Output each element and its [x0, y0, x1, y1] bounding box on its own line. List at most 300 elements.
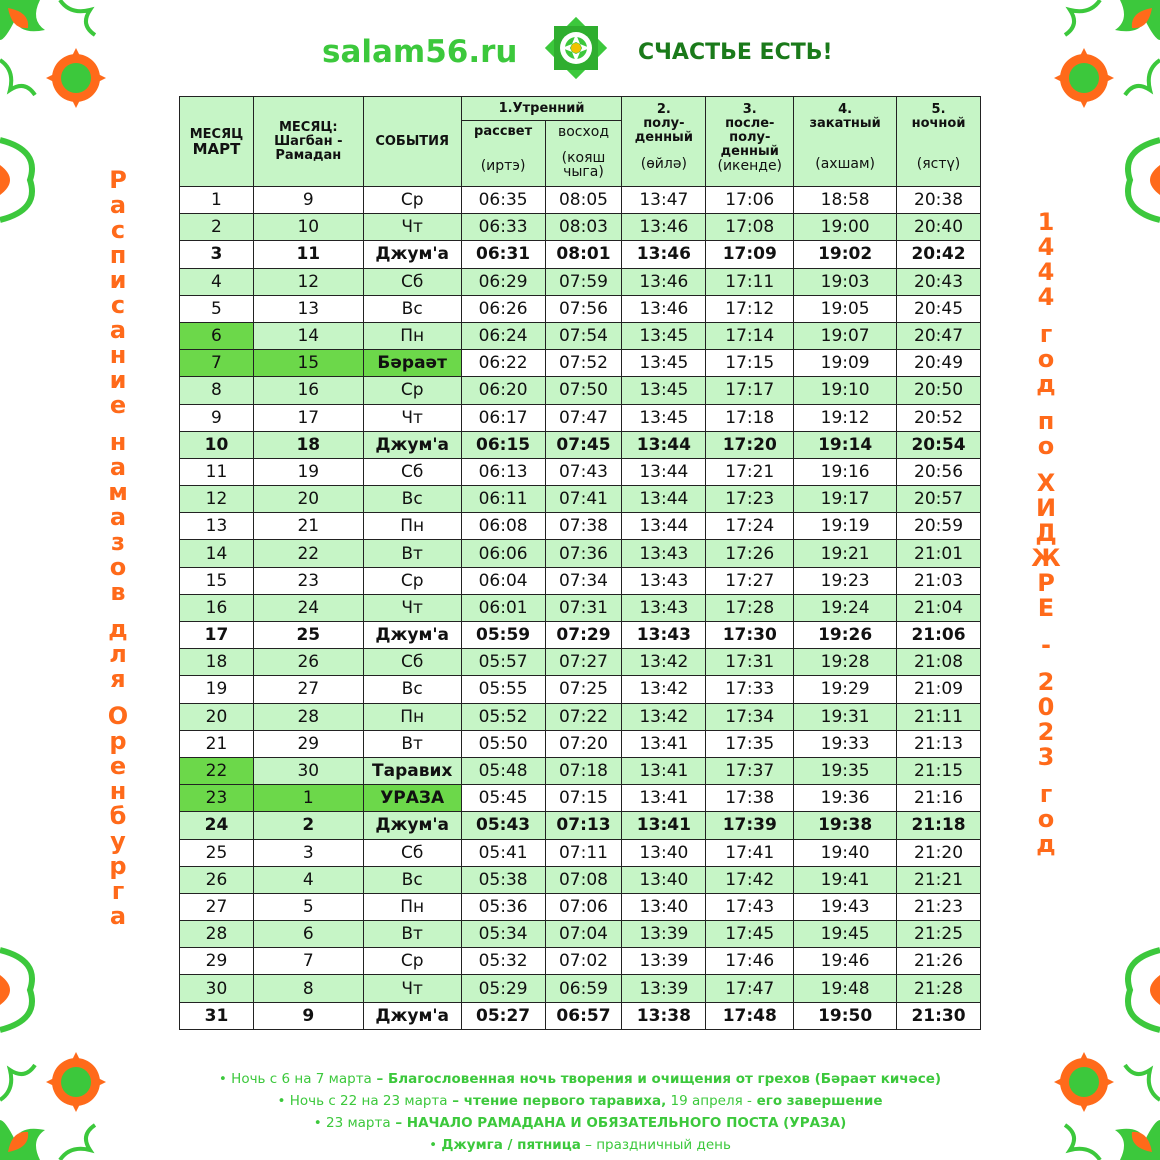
cell-event: Пн: [363, 513, 461, 540]
cell-hijri: 22: [253, 540, 363, 567]
cell-afternoon: 17:09: [706, 241, 794, 268]
cell-event: Вт: [363, 540, 461, 567]
cell-day: 24: [180, 812, 254, 839]
cell-dawn: 06:22: [461, 350, 545, 377]
cell-day: 31: [180, 1002, 254, 1029]
table-row: [180, 730, 981, 757]
header-night: 5. ночной (ястү): [897, 97, 981, 187]
cell-afternoon: 17:41: [706, 839, 794, 866]
cell-sunrise: 06:57: [545, 1002, 622, 1029]
cell-noon: 13:44: [622, 431, 706, 458]
cell-event: Джум'а: [363, 431, 461, 458]
table-row: [180, 458, 981, 485]
cell-night: 21:15: [897, 757, 981, 784]
cell-night: 20:57: [897, 486, 981, 513]
cell-dawn: 05:34: [461, 921, 545, 948]
cell-night: 21:03: [897, 567, 981, 594]
cell-afternoon: 17:06: [706, 187, 794, 214]
cell-afternoon: 17:27: [706, 567, 794, 594]
cell-event: Ср: [363, 377, 461, 404]
cell-noon: 13:45: [622, 322, 706, 349]
cell-dawn: 06:06: [461, 540, 545, 567]
cell-dawn: 05:41: [461, 839, 545, 866]
cell-hijri: 14: [253, 322, 363, 349]
cell-sunset: 19:05: [794, 295, 897, 322]
cell-sunset: 19:36: [794, 785, 897, 812]
cell-event: Пн: [363, 893, 461, 920]
cell-day: 20: [180, 703, 254, 730]
cell-afternoon: 17:48: [706, 1002, 794, 1029]
site-name[interactable]: salam56.ru: [322, 34, 518, 70]
cell-day: 22: [180, 757, 254, 784]
cell-night: 20:50: [897, 377, 981, 404]
table-row: [180, 785, 981, 812]
cell-day: 9: [180, 404, 254, 431]
cell-sunrise: 07:50: [545, 377, 622, 404]
table-row: [180, 241, 981, 268]
cell-hijri: 19: [253, 458, 363, 485]
cell-afternoon: 17:31: [706, 649, 794, 676]
cell-dawn: 06:31: [461, 241, 545, 268]
table-row: [180, 866, 981, 893]
table-row: [180, 921, 981, 948]
footer-notes: [0, 1068, 1160, 1156]
cell-sunrise: 07:15: [545, 785, 622, 812]
cell-afternoon: 17:15: [706, 350, 794, 377]
cell-sunset: 19:12: [794, 404, 897, 431]
cell-sunset: 19:29: [794, 676, 897, 703]
cell-dawn: 05:27: [461, 1002, 545, 1029]
cell-dawn: 05:32: [461, 948, 545, 975]
table-row: [180, 214, 981, 241]
header-sunrise: восход (кояш чыга): [545, 121, 622, 187]
cell-noon: 13:42: [622, 703, 706, 730]
header-month: МЕСЯЦ МАРТ: [180, 97, 254, 187]
table-row: [180, 268, 981, 295]
cell-hijri: 4: [253, 866, 363, 893]
cell-dawn: 06:35: [461, 187, 545, 214]
cell-afternoon: 17:23: [706, 486, 794, 513]
cell-afternoon: 17:08: [706, 214, 794, 241]
cell-afternoon: 17:18: [706, 404, 794, 431]
table-row: [180, 431, 981, 458]
cell-sunset: 19:07: [794, 322, 897, 349]
cell-dawn: 05:43: [461, 812, 545, 839]
cell-afternoon: 17:30: [706, 622, 794, 649]
cell-sunset: 19:46: [794, 948, 897, 975]
table-row: [180, 486, 981, 513]
cell-event: Вт: [363, 730, 461, 757]
cell-event: Вс: [363, 295, 461, 322]
cell-sunset: 19:41: [794, 866, 897, 893]
table-row: [180, 295, 981, 322]
cell-noon: 13:44: [622, 458, 706, 485]
cell-night: 21:13: [897, 730, 981, 757]
cell-night: 21:26: [897, 948, 981, 975]
cell-hijri: 9: [253, 1002, 363, 1029]
cell-dawn: 05:52: [461, 703, 545, 730]
table-row: [180, 350, 981, 377]
cell-hijri: 11: [253, 241, 363, 268]
cell-noon: 13:46: [622, 268, 706, 295]
header-sunset: 4. закатный (ахшам): [794, 97, 897, 187]
cell-hijri: 21: [253, 513, 363, 540]
header-dawn: рассвет (иртэ): [461, 121, 545, 187]
table-row: [180, 757, 981, 784]
cell-sunset: 19:24: [794, 594, 897, 621]
table-row: [180, 676, 981, 703]
cell-noon: 13:43: [622, 540, 706, 567]
cell-event: Джум'а: [363, 812, 461, 839]
cell-night: 20:45: [897, 295, 981, 322]
cell-afternoon: 17:35: [706, 730, 794, 757]
cell-hijri: 30: [253, 757, 363, 784]
side-ornament-icon: [0, 120, 70, 240]
cell-sunrise: 07:27: [545, 649, 622, 676]
cell-night: 20:54: [897, 431, 981, 458]
table-row: [180, 948, 981, 975]
cell-event: Чт: [363, 975, 461, 1002]
cell-hijri: 23: [253, 567, 363, 594]
cell-sunset: 19:10: [794, 377, 897, 404]
cell-dawn: 05:38: [461, 866, 545, 893]
cell-dawn: 06:15: [461, 431, 545, 458]
cell-afternoon: 17:45: [706, 921, 794, 948]
cell-dawn: 05:57: [461, 649, 545, 676]
cell-night: 21:25: [897, 921, 981, 948]
table-row: [180, 513, 981, 540]
side-ornament-icon: [1090, 120, 1160, 240]
cell-dawn: 06:01: [461, 594, 545, 621]
cell-afternoon: 17:38: [706, 785, 794, 812]
cell-noon: 13:43: [622, 622, 706, 649]
cell-dawn: 06:11: [461, 486, 545, 513]
cell-day: 27: [180, 893, 254, 920]
cell-night: 21:08: [897, 649, 981, 676]
cell-night: 21:06: [897, 622, 981, 649]
cell-day: 26: [180, 866, 254, 893]
cell-dawn: 06:24: [461, 322, 545, 349]
cell-dawn: 06:04: [461, 567, 545, 594]
cell-dawn: 05:48: [461, 757, 545, 784]
cell-dawn: 06:08: [461, 513, 545, 540]
cell-noon: 13:38: [622, 1002, 706, 1029]
note-line-1: • Ночь с 6 на 7 марта – Благословенная ночь творения и очищения от грехов (Бәраәт кичәсе): [218, 1071, 942, 1087]
cell-sunset: 19:16: [794, 458, 897, 485]
cell-event: Вс: [363, 486, 461, 513]
cell-noon: 13:39: [622, 975, 706, 1002]
cell-noon: 13:41: [622, 812, 706, 839]
cell-hijri: 3: [253, 839, 363, 866]
table-row: [180, 975, 981, 1002]
cell-hijri: 17: [253, 404, 363, 431]
cell-event: Джум'а: [363, 622, 461, 649]
cell-sunset: 19:21: [794, 540, 897, 567]
cell-sunrise: 07:59: [545, 268, 622, 295]
cell-dawn: 06:26: [461, 295, 545, 322]
cell-day: 18: [180, 649, 254, 676]
cell-day: 12: [180, 486, 254, 513]
table-row: [180, 594, 981, 621]
cell-sunset: 19:23: [794, 567, 897, 594]
cell-sunrise: 07:20: [545, 730, 622, 757]
cell-event: Джум'а: [363, 241, 461, 268]
cell-night: 20:38: [897, 187, 981, 214]
cell-day: 13: [180, 513, 254, 540]
cell-event: Сб: [363, 839, 461, 866]
cell-dawn: 05:36: [461, 893, 545, 920]
cell-night: 21:28: [897, 975, 981, 1002]
cell-sunset: 19:33: [794, 730, 897, 757]
cell-day: 19: [180, 676, 254, 703]
cell-hijri: 10: [253, 214, 363, 241]
cell-sunrise: 07:22: [545, 703, 622, 730]
cell-hijri: 25: [253, 622, 363, 649]
cell-sunset: 19:14: [794, 431, 897, 458]
cell-dawn: 06:33: [461, 214, 545, 241]
cell-night: 20:42: [897, 241, 981, 268]
cell-day: 16: [180, 594, 254, 621]
cell-dawn: 06:20: [461, 377, 545, 404]
cell-noon: 13:45: [622, 377, 706, 404]
cell-night: 21:04: [897, 594, 981, 621]
cell-sunrise: 07:56: [545, 295, 622, 322]
cell-sunrise: 07:02: [545, 948, 622, 975]
cell-event: Пн: [363, 703, 461, 730]
cell-noon: 13:47: [622, 187, 706, 214]
cell-dawn: 05:29: [461, 975, 545, 1002]
cell-sunset: 19:09: [794, 350, 897, 377]
cell-sunrise: 08:05: [545, 187, 622, 214]
cell-sunrise: 07:13: [545, 812, 622, 839]
cell-hijri: 7: [253, 948, 363, 975]
cell-day: 23: [180, 785, 254, 812]
cell-sunset: 19:31: [794, 703, 897, 730]
cell-day: 28: [180, 921, 254, 948]
cell-night: 21:20: [897, 839, 981, 866]
cell-sunset: 19:00: [794, 214, 897, 241]
cell-noon: 13:40: [622, 866, 706, 893]
cell-hijri: 6: [253, 921, 363, 948]
cell-dawn: 05:59: [461, 622, 545, 649]
cell-dawn: 05:45: [461, 785, 545, 812]
header: [0, 20, 1160, 90]
cell-noon: 13:43: [622, 567, 706, 594]
cell-event: Пн: [363, 322, 461, 349]
cell-sunrise: 07:25: [545, 676, 622, 703]
cell-night: 20:40: [897, 214, 981, 241]
cell-sunset: 19:02: [794, 241, 897, 268]
cell-afternoon: 17:28: [706, 594, 794, 621]
cell-night: 21:21: [897, 866, 981, 893]
table-row: [180, 649, 981, 676]
cell-sunrise: 07:18: [545, 757, 622, 784]
cell-sunrise: 08:01: [545, 241, 622, 268]
cell-hijri: 13: [253, 295, 363, 322]
cell-noon: 13:46: [622, 241, 706, 268]
cell-night: 20:49: [897, 350, 981, 377]
cell-night: 21:23: [897, 893, 981, 920]
cell-event: Джум'а: [363, 1002, 461, 1029]
cell-event: УРАЗА: [363, 785, 461, 812]
cell-noon: 13:43: [622, 594, 706, 621]
header-noon: 2. полу- денный (өйлә): [622, 97, 706, 187]
cell-noon: 13:41: [622, 730, 706, 757]
cell-noon: 13:44: [622, 486, 706, 513]
cell-hijri: 20: [253, 486, 363, 513]
cell-night: 20:52: [897, 404, 981, 431]
cell-day: 2: [180, 214, 254, 241]
side-ornament-icon: [0, 930, 70, 1050]
cell-afternoon: 17:11: [706, 268, 794, 295]
green-arabesque-emblem-icon: [540, 12, 612, 84]
cell-afternoon: 17:47: [706, 975, 794, 1002]
cell-sunrise: 07:06: [545, 893, 622, 920]
cell-sunrise: 07:36: [545, 540, 622, 567]
table-row: [180, 812, 981, 839]
cell-sunset: 19:45: [794, 921, 897, 948]
cell-sunset: 19:50: [794, 1002, 897, 1029]
cell-afternoon: 17:37: [706, 757, 794, 784]
cell-sunrise: 07:52: [545, 350, 622, 377]
cell-hijri: 28: [253, 703, 363, 730]
cell-event: Сб: [363, 268, 461, 295]
cell-day: 7: [180, 350, 254, 377]
table-row: [180, 839, 981, 866]
cell-event: Ср: [363, 948, 461, 975]
cell-afternoon: 17:21: [706, 458, 794, 485]
cell-noon: 13:39: [622, 921, 706, 948]
cell-event: Ср: [363, 187, 461, 214]
cell-day: 17: [180, 622, 254, 649]
cell-hijri: 29: [253, 730, 363, 757]
table-row: [180, 187, 981, 214]
cell-day: 25: [180, 839, 254, 866]
header-morning: 1.Утренний: [461, 97, 622, 121]
table-row: [180, 567, 981, 594]
cell-day: 15: [180, 567, 254, 594]
cell-day: 6: [180, 322, 254, 349]
cell-sunrise: 07:45: [545, 431, 622, 458]
note-line-3: • 23 марта – НАЧАЛО РАМАДАНА И ОБЯЗАТЕЛЬНОГО ПОСТА (УРАЗА): [313, 1115, 847, 1131]
cell-sunset: 19:03: [794, 268, 897, 295]
cell-hijri: 18: [253, 431, 363, 458]
cell-afternoon: 17:17: [706, 377, 794, 404]
cell-noon: 13:40: [622, 839, 706, 866]
cell-day: 11: [180, 458, 254, 485]
cell-night: 21:09: [897, 676, 981, 703]
cell-day: 8: [180, 377, 254, 404]
cell-hijri: 27: [253, 676, 363, 703]
cell-noon: 13:45: [622, 350, 706, 377]
cell-event: Ср: [363, 567, 461, 594]
cell-sunrise: 07:43: [545, 458, 622, 485]
cell-sunset: 19:38: [794, 812, 897, 839]
cell-afternoon: 17:43: [706, 893, 794, 920]
cell-afternoon: 17:24: [706, 513, 794, 540]
cell-day: 10: [180, 431, 254, 458]
cell-afternoon: 17:39: [706, 812, 794, 839]
cell-event: Таравих: [363, 757, 461, 784]
cell-event: Чт: [363, 404, 461, 431]
cell-night: 21:11: [897, 703, 981, 730]
cell-sunrise: 07:04: [545, 921, 622, 948]
cell-hijri: 16: [253, 377, 363, 404]
cell-night: 20:56: [897, 458, 981, 485]
cell-night: 21:30: [897, 1002, 981, 1029]
cell-noon: 13:46: [622, 295, 706, 322]
cell-sunset: 19:19: [794, 513, 897, 540]
slogan: СЧАСТЬЕ ЕСТЬ!: [638, 40, 833, 65]
table-row: [180, 404, 981, 431]
cell-hijri: 1: [253, 785, 363, 812]
cell-day: 30: [180, 975, 254, 1002]
cell-afternoon: 17:20: [706, 431, 794, 458]
cell-dawn: 05:55: [461, 676, 545, 703]
cell-day: 14: [180, 540, 254, 567]
cell-day: 21: [180, 730, 254, 757]
cell-hijri: 8: [253, 975, 363, 1002]
side-title-right: 1 4 4 4 г о д п о Х И Д Ж Р Е - 2 0 2 3 г о д: [1031, 208, 1061, 858]
cell-event: Вт: [363, 921, 461, 948]
cell-noon: 13:41: [622, 785, 706, 812]
cell-sunset: 19:17: [794, 486, 897, 513]
table-row: [180, 322, 981, 349]
cell-event: Вс: [363, 866, 461, 893]
side-ornament-icon: [1090, 930, 1160, 1050]
cell-noon: 13:40: [622, 893, 706, 920]
cell-sunrise: 07:47: [545, 404, 622, 431]
cell-event: Сб: [363, 458, 461, 485]
cell-afternoon: 17:33: [706, 676, 794, 703]
cell-sunrise: 07:54: [545, 322, 622, 349]
cell-sunrise: 07:34: [545, 567, 622, 594]
cell-noon: 13:42: [622, 676, 706, 703]
cell-noon: 13:41: [622, 757, 706, 784]
cell-afternoon: 17:14: [706, 322, 794, 349]
cell-hijri: 26: [253, 649, 363, 676]
cell-dawn: 05:50: [461, 730, 545, 757]
cell-hijri: 5: [253, 893, 363, 920]
cell-sunrise: 07:29: [545, 622, 622, 649]
table-row: [180, 540, 981, 567]
cell-afternoon: 17:42: [706, 866, 794, 893]
cell-dawn: 06:29: [461, 268, 545, 295]
header-hijri-month: МЕСЯЦ: Шагбан - Рамадан: [253, 97, 363, 187]
cell-sunrise: 07:11: [545, 839, 622, 866]
side-title-left: Р а с п и с а н и е н а м а з о в д л я О р е н б у р г а: [107, 166, 129, 930]
table-row: [180, 1002, 981, 1029]
cell-day: 29: [180, 948, 254, 975]
cell-hijri: 9: [253, 187, 363, 214]
note-line-4: • Джумга / пятница – праздничный день: [429, 1137, 731, 1153]
cell-day: 5: [180, 295, 254, 322]
cell-noon: 13:44: [622, 513, 706, 540]
cell-afternoon: 17:46: [706, 948, 794, 975]
cell-noon: 13:42: [622, 649, 706, 676]
cell-day: 4: [180, 268, 254, 295]
cell-night: 21:16: [897, 785, 981, 812]
cell-event: Чт: [363, 594, 461, 621]
cell-sunset: 19:40: [794, 839, 897, 866]
cell-night: 20:59: [897, 513, 981, 540]
prayer-schedule-table: [179, 96, 981, 1030]
table-row: [180, 377, 981, 404]
cell-afternoon: 17:26: [706, 540, 794, 567]
cell-sunrise: 07:41: [545, 486, 622, 513]
cell-event: Сб: [363, 649, 461, 676]
cell-day: 1: [180, 187, 254, 214]
